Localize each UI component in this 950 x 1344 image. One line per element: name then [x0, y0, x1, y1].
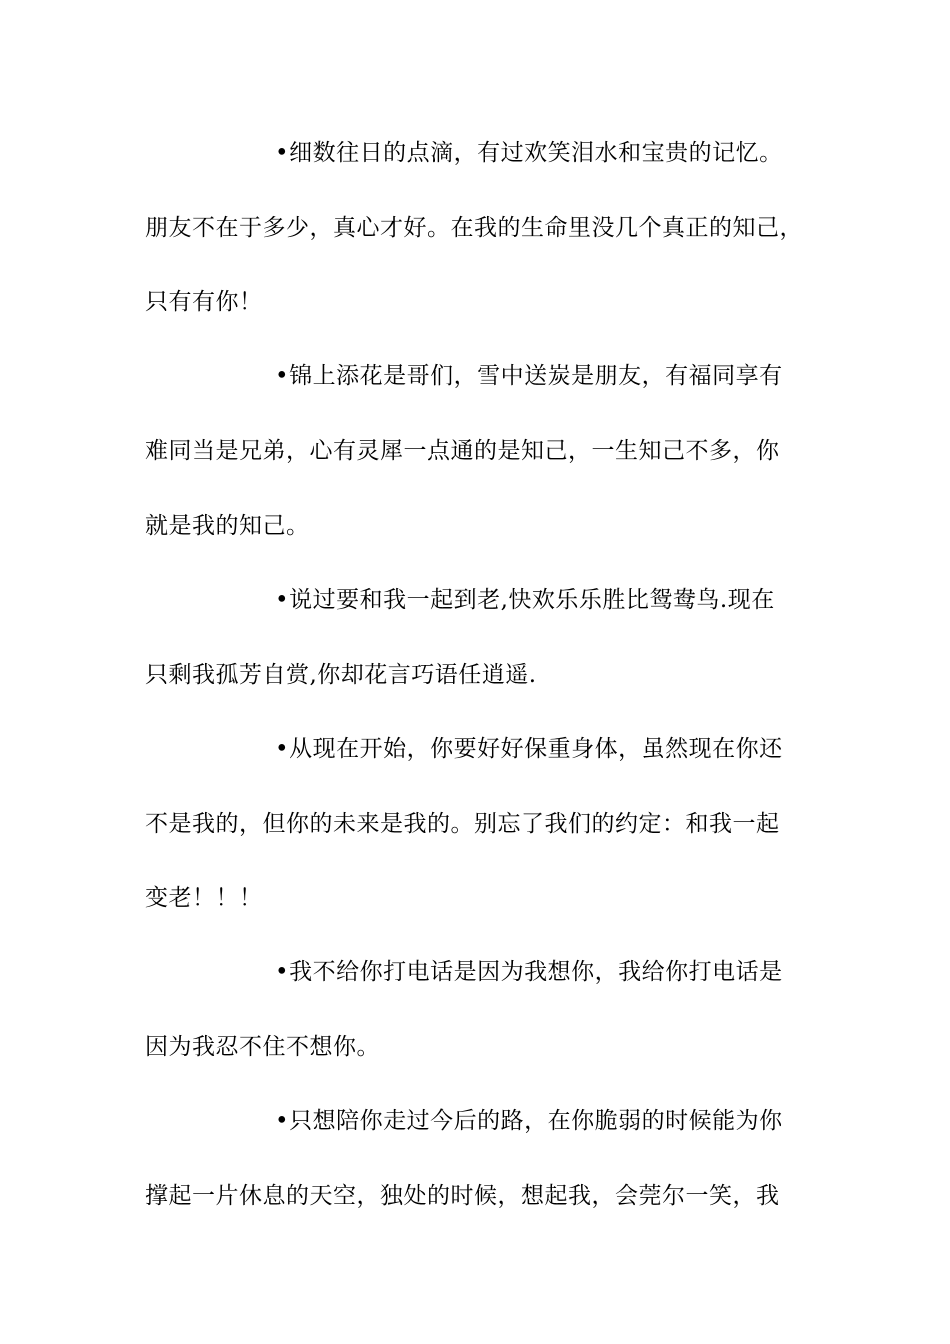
paragraph-5-line-1: •我不给你打电话是因为我想你，我给你打电话是 — [275, 959, 783, 985]
paragraph-2-line-1: •锦上添花是哥们，雪中送炭是朋友，有福同享有 — [275, 363, 783, 389]
paragraph-1-line-1: •细数往日的点滴，有过欢笑泪水和宝贵的记忆。 — [275, 140, 783, 166]
paragraph-2-line-2: 难同当是兄弟，心有灵犀一点通的是知己，一生知己不多，你 — [145, 438, 780, 464]
paragraph-6-line-2: 撑起一片休息的天空，独处的时候，想起我，会莞尔一笑，我 — [145, 1183, 780, 1209]
paragraph-3-line-2: 只剩我孤芳自赏,你却花言巧语任逍遥. — [145, 662, 537, 688]
paragraph-1-line-3: 只有有你！ — [145, 289, 263, 315]
paragraph-5-line-2: 因为我忍不住不想你。 — [145, 1034, 380, 1060]
paragraph-3-line-1: •说过要和我一起到老,快欢乐乐胜比鸳鸯鸟.现在 — [275, 587, 775, 613]
paragraph-4-line-1: •从现在开始，你要好好保重身体，虽然现在你还 — [275, 736, 783, 762]
paragraph-4-line-2: 不是我的，但你的未来是我的。别忘了我们的约定：和我一起 — [145, 811, 780, 837]
paragraph-2-line-3: 就是我的知己。 — [145, 513, 310, 539]
paragraph-6-line-1: •只想陪你走过今后的路，在你脆弱的时候能为你 — [275, 1108, 783, 1134]
paragraph-4-line-3: 变老！！！ — [145, 885, 263, 911]
paragraph-1-line-2: 朋友不在于多少，真心才好。在我的生命里没几个真正的知己， — [145, 215, 803, 241]
